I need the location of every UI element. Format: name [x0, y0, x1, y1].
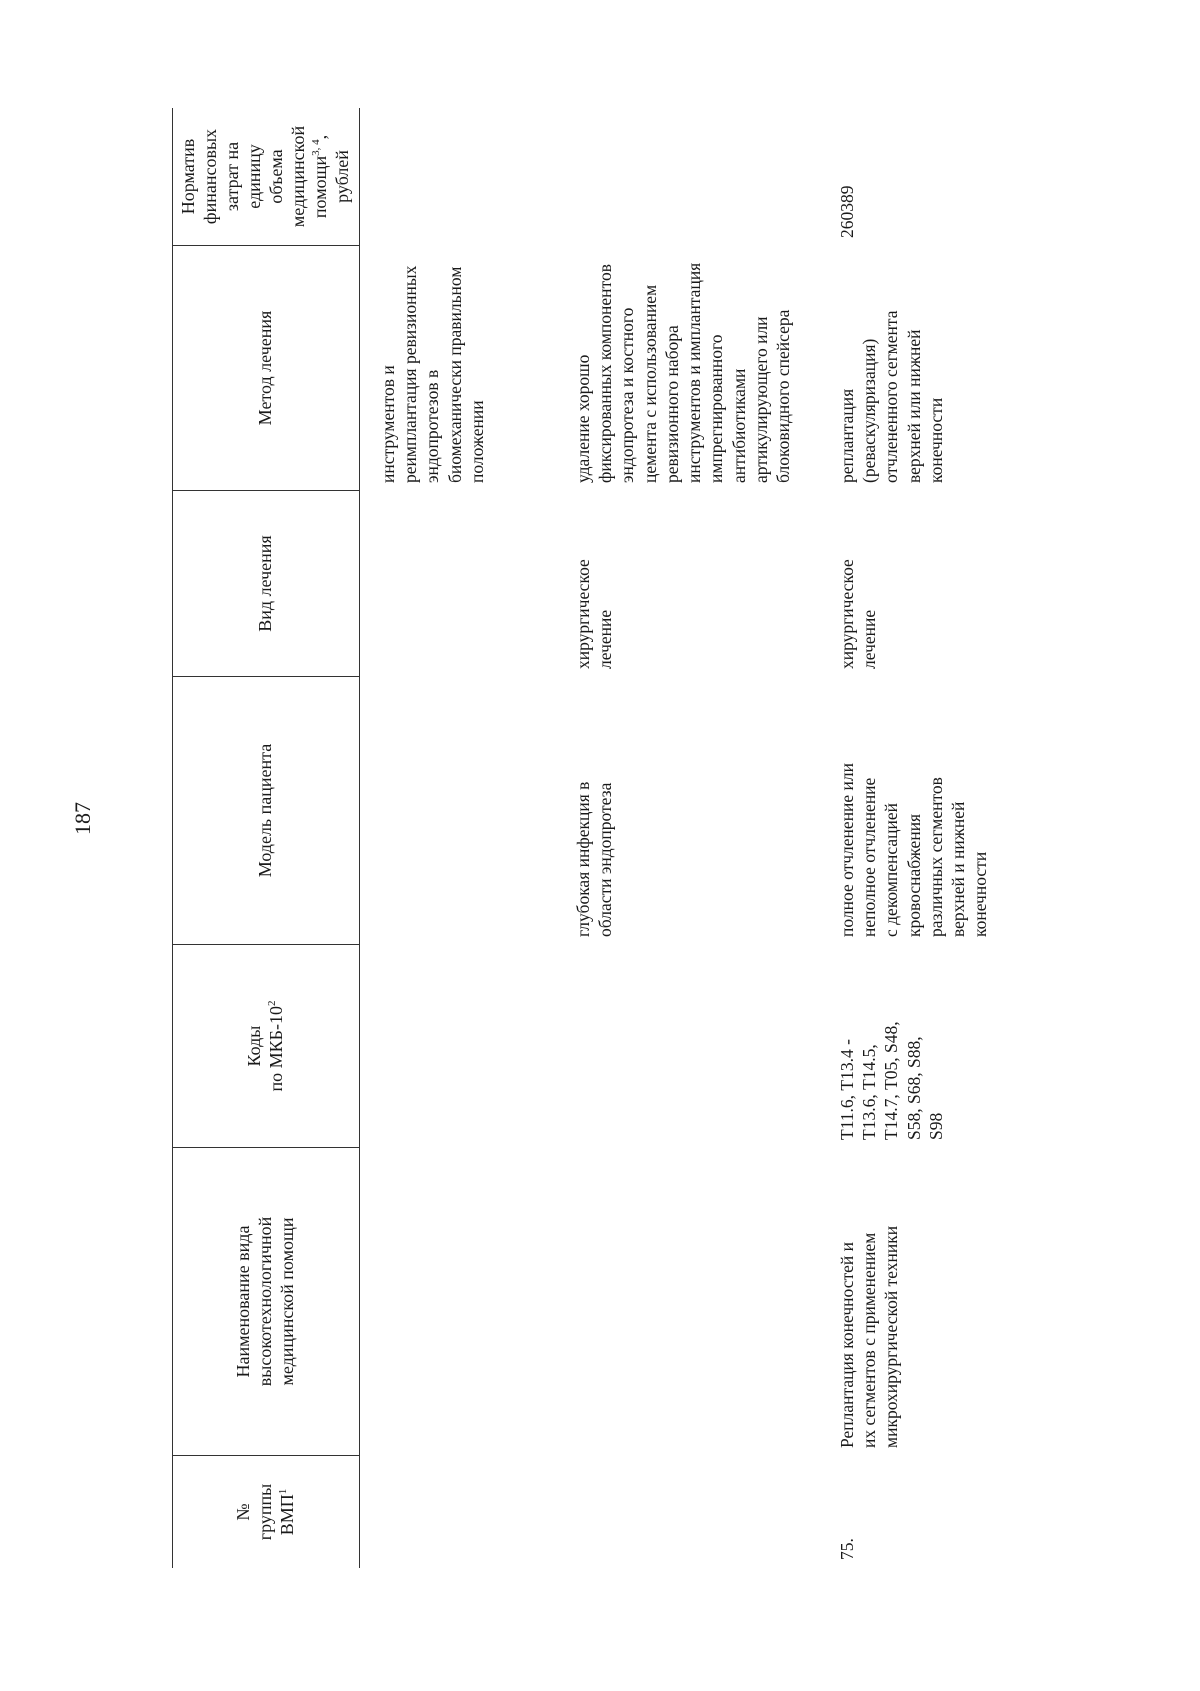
header-cost-norm: Норматив финансовых затрат на единицу объема медицинской помощи$^{3, 4}$, рублей — [173, 108, 359, 246]
row3-cost-norm: 260389 — [837, 185, 857, 238]
page-number: 187 — [70, 802, 95, 835]
row2-treatment-type: хирургическое лечение — [573, 559, 616, 669]
row3-treatment-method: реплантация (реваскуляризация) отчлененного сегмента верхней или нижней конечности — [837, 310, 946, 483]
header-treatment-method: Метод лечения — [173, 246, 359, 491]
header-care-name: Наименование вида высокотехнологичной медицинской помощи — [173, 1148, 359, 1456]
rotated-table-frame — [172, 108, 1032, 1568]
header-patient-model: Модель пациента — [173, 677, 359, 945]
row3-patient-model: полное отчленение или неполное отчленение с декомпенсацией кровоснабжения различных сегментов верхней и нижней конечности — [837, 762, 991, 937]
row3-group-number: 75. — [837, 1538, 857, 1560]
header-icd-codes: Коды по МКБ-$10^2$ — [173, 945, 359, 1148]
header-treatment-type: Вид лечения — [173, 491, 359, 677]
row1-method: инструментов и реимплантация ревизионных эндопротезов в биомеханически правильном положении — [378, 265, 487, 483]
row3-care-name: Реплантация конечностей и их сегментов с применением микрохирургической техники — [837, 1225, 902, 1448]
header-group-number: № группы ВМП$^1$ — [233, 1483, 297, 1541]
row2-patient-model: глубокая инфекция в области эндопротеза — [573, 781, 616, 937]
row3-treatment-type: хирургическое лечение — [837, 559, 880, 669]
row3-icd-codes: Т11.6, Т13.4 - Т13.6, Т14.5, Т14.7, Т05, S48, S58, S68, S88, S98 — [837, 1021, 946, 1140]
table-header-row — [172, 108, 360, 1568]
row2-treatment-method: удаление хорошо фиксированных компонентов эндопротеза и костного цемента с использованием ревизионного набора инструментов и имплантация импрегнированного антибиотиками артикулирующего или блоковидного спейсера — [573, 262, 793, 483]
vmp-table — [172, 108, 1032, 1568]
